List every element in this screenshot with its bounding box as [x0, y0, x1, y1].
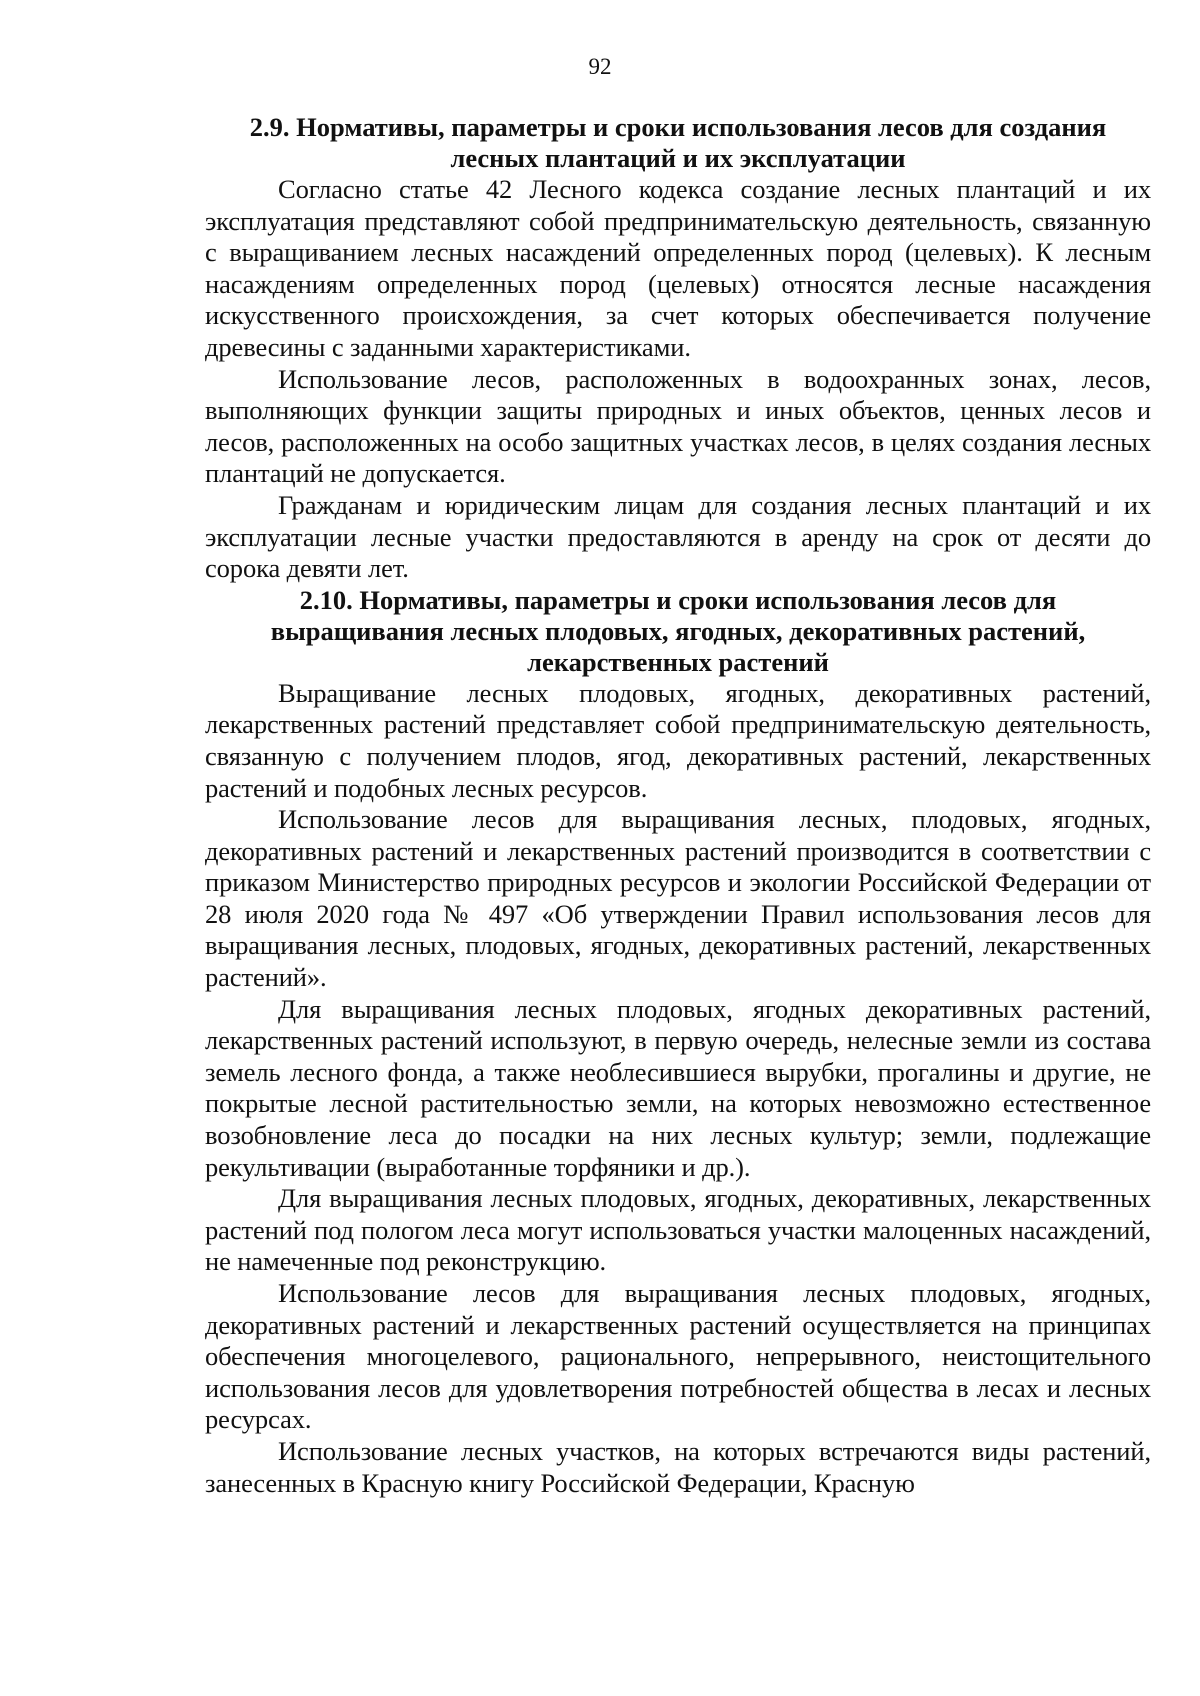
paragraph: Использование лесных участков, на которых встречаются виды растений, занесенных в Красную книгу Российской Федерации, Красную: [205, 1435, 1151, 1498]
paragraph: Для выращивания лесных плодовых, ягодных, декоративных, лекарственных растений под пологом леса могут использоваться участки малоценных насаждений, не намеченные под реконструкцию.: [205, 1183, 1151, 1277]
section-title-line: 2.10. Нормативы, параметры и сроки использования лесов для: [299, 584, 1057, 615]
paragraph: Для выращивания лесных плодовых, ягодных декоративных растений, лекарственных растений используют, в первую очередь, нелесные земли из состава земель лесного фонда, а также необлесившиеся вырубки, прогалины и другие, не покрытые лесной растительностью земли, на которых невозможно естественное возобновление леса до посадки на них лесных культур; земли, подлежащие рекультивации (выработанные торфяники и др.).: [205, 993, 1151, 1182]
section-2-10-title: [205, 585, 1151, 678]
section-title-line: 2.9. Нормативы, параметры и сроки использования лесов для создания: [249, 112, 1107, 142]
section-2-9-title: [205, 112, 1151, 174]
paragraph: Выращивание лесных плодовых, ягодных, декоративных растений, лекарственных растений представляет собой предпринимательскую деятельность, связанную с получением плодов, ягод, декоративных растений, лекарственных растений и подобных лесных ресурсов.: [205, 677, 1151, 803]
paragraph: Согласно статье 42 Лесного кодекса создание лесных плантаций и их эксплуатация представляют собой предпринимательскую деятельность, связанную с выращиванием лесных насаждений определенных пород (целевых). К лесным насаждениям определенных пород (целевых) относятся лесные насаждения искусственного происхождения, за счет которых обеспечивается получение древесины с заданными характеристиками.: [205, 174, 1151, 362]
section-2-10: [205, 585, 1151, 1499]
page-content: [205, 112, 1151, 1499]
paragraph: Использование лесов для выращивания лесных плодовых, ягодных, декоративных растений и лекарственных растений осуществляется на принципах обеспечения многоцелевого, рационального, непрерывного, неистощительного использования лесов для удовлетворения потребностей общества в лесах и лесных ресурсах.: [205, 1278, 1151, 1435]
paragraph: Гражданам и юридическим лицам для создания лесных плантаций и их эксплуатации лесные участки предоставляются в аренду на срок от десяти до сорока девяти лет.: [205, 489, 1151, 584]
section-2-9: [205, 112, 1151, 585]
page-number: 92: [588, 54, 612, 79]
paragraph: Использование лесов для выращивания лесных, плодовых, ягодных, декоративных растений и лекарственных растений производится в соответствии с приказом Министерство природных ресурсов и экологии Российской Федерации от 28 июля 2020 года № 497 «Об утверждении Правил использования лесов для выращивания лесных, плодовых, ягодных, декоративных растений, лекарственных растений».: [205, 804, 1151, 993]
section-title-line: лекарственных растений: [527, 646, 829, 677]
paragraph: Использование лесов, расположенных в водоохранных зонах, лесов, выполняющих функции защиты природных и иных объектов, ценных лесов и лесов, расположенных на особо защитных участках лесов, в целях создания лесных плантаций не допускается.: [205, 363, 1151, 489]
section-title-line: лесных плантаций и их эксплуатации: [450, 143, 906, 173]
section-title-line: выращивания лесных плодовых, ягодных, декоративных растений,: [270, 615, 1086, 646]
